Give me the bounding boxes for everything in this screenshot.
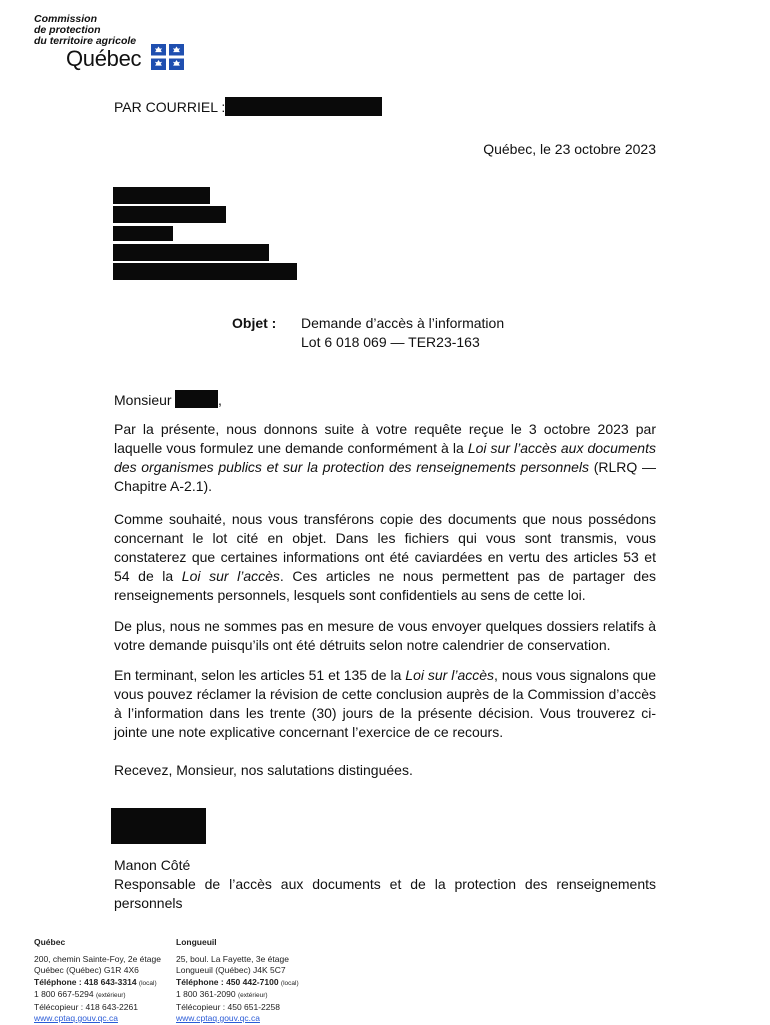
footer-longueuil-tollfree-number: 1 800 361-2090 bbox=[176, 989, 236, 999]
footer-quebec-tollfree bbox=[34, 989, 174, 1002]
footer-longueuil-tollfree bbox=[176, 989, 326, 1002]
paragraph-2-text-b: . Ces articles ne nous permettent pas de partager des renseignements personnels, lesquels sont confidentiels au sens de cette loi. bbox=[114, 568, 656, 603]
footer-quebec-phone bbox=[34, 977, 174, 990]
delivery-label: PAR COURRIEL : bbox=[114, 99, 226, 115]
footer-longueuil-fax: Télécopieur : 450 651-2258 bbox=[176, 1001, 280, 1012]
footer-longueuil-website-link[interactable]: www.cptaq.gouv.qc.ca bbox=[176, 1013, 260, 1023]
footer-quebec-fax: Télécopieur : 418 643-2261 bbox=[34, 1001, 138, 1012]
letter-date: Québec, le 23 octobre 2023 bbox=[483, 141, 656, 157]
paragraph-2-law-title: Loi sur l’accès bbox=[181, 568, 280, 584]
org-name-line1: Commission bbox=[34, 13, 98, 25]
footer-quebec-address2: Québec (Québec) G1R 4X6 bbox=[34, 965, 139, 975]
footer-quebec-address1: 200, chemin Sainte-Foy, 2e étage bbox=[34, 953, 161, 964]
paragraph-1-text-b: (RLRQ — Chapitre A-2.1). bbox=[114, 459, 656, 494]
salutation: Monsieur bbox=[114, 392, 172, 408]
footer-quebec-phone-number: 418 643-3314 bbox=[84, 976, 137, 987]
footer-quebec-tollfree-note: (extérieur) bbox=[95, 992, 126, 999]
footer-quebec-phone-label: Téléphone : bbox=[34, 976, 82, 987]
signer-title: Responsable de l’accès aux documents et de la protection des renseignements personnels bbox=[114, 876, 656, 911]
paragraph-4-law-title: Loi sur l’accès bbox=[405, 667, 495, 683]
footer-longueuil-phone-label: Téléphone : bbox=[176, 976, 224, 987]
footer-longueuil-tollfree-note: (extérieur) bbox=[237, 992, 268, 999]
redacted-name bbox=[175, 390, 218, 408]
paragraph-1-law-title: Loi sur l’accès aux documents des organismes publics et sur la protection des renseignements personnels bbox=[114, 440, 656, 475]
paragraph-3: De plus, nous ne sommes pas en mesure de vous envoyer quelques dossiers relatifs à votre demande puisqu’ils ont été détruits selon notre calendrier de conservation. bbox=[114, 618, 656, 653]
subject-line2: Lot 6 018 069 — TER23-163 bbox=[301, 334, 480, 350]
signer-name: Manon Côté bbox=[114, 857, 191, 873]
subject-label: Objet : bbox=[232, 315, 277, 331]
org-name-line3: du territoire agricole bbox=[34, 35, 137, 47]
redacted-address-line bbox=[113, 187, 210, 204]
footer-longueuil-phone-number: 450 442-7100 bbox=[226, 976, 279, 987]
salutation-comma: , bbox=[218, 392, 222, 408]
footer-quebec-tollfree-number: 1 800 667-5294 bbox=[34, 989, 94, 999]
paragraph-1-text-a: Par la présente, nous donnons suite à votre requête reçue le 3 octobre 2023 par laquelle vous formulez une demande conformément à la bbox=[114, 421, 656, 456]
org-name bbox=[34, 14, 136, 47]
redacted-email bbox=[225, 97, 382, 116]
org-name-line2: de protection bbox=[34, 24, 101, 36]
footer-longueuil-address1: 25, boul. La Fayette, 3e étage bbox=[176, 953, 289, 964]
footer-longueuil-heading: Longueuil bbox=[176, 937, 217, 947]
footer-longueuil-office bbox=[176, 937, 326, 1025]
paragraph-4-text-a: En terminant, selon les articles 51 et 135 de la bbox=[114, 667, 406, 683]
footer-quebec-website-link[interactable]: www.cptaq.gouv.qc.ca bbox=[34, 1013, 118, 1023]
paragraph-1 bbox=[114, 420, 656, 496]
paragraph-4-text-b: , nous vous signalons que vous pouvez réclamer la révision de cette conclusion auprès de la Commission d’accès à l’information dans les trente (30) jours de la présente décision. Vous trouverez ci-jointe une note explicative concernant l’exercice de ce recours. bbox=[114, 667, 657, 740]
quebec-flag-icon bbox=[151, 44, 184, 70]
footer-longueuil-address2: Longueuil (Québec) J4K 5C7 bbox=[176, 965, 286, 975]
paragraph-4 bbox=[114, 666, 656, 742]
redacted-address-line bbox=[113, 263, 297, 280]
footer-longueuil-phone bbox=[176, 977, 326, 990]
redacted-signature bbox=[111, 808, 206, 844]
paragraph-2 bbox=[114, 510, 656, 605]
redacted-address-line bbox=[113, 226, 173, 241]
footer-quebec-phone-note: (local) bbox=[138, 979, 157, 987]
paragraph-2-text-a: Comme souhaité, nous vous transférons copie des documents que nous possédons concernant le lot cité en objet. Dans les fichiers qui vous sont transmis, vous constaterez que certaines informations ont été caviardées en vertu des articles 53 et 54 de la bbox=[114, 511, 656, 584]
redacted-address-line bbox=[113, 206, 226, 223]
footer-quebec-heading: Québec bbox=[34, 937, 66, 947]
footer-longueuil-phone-note: (local) bbox=[280, 979, 299, 987]
footer-quebec-office bbox=[34, 937, 174, 1025]
quebec-wordmark: Québec bbox=[66, 46, 142, 71]
redacted-address-line bbox=[113, 244, 269, 261]
closing: Recevez, Monsieur, nos salutations distinguées. bbox=[114, 762, 413, 778]
subject-line1: Demande d’accès à l’information bbox=[301, 315, 505, 331]
